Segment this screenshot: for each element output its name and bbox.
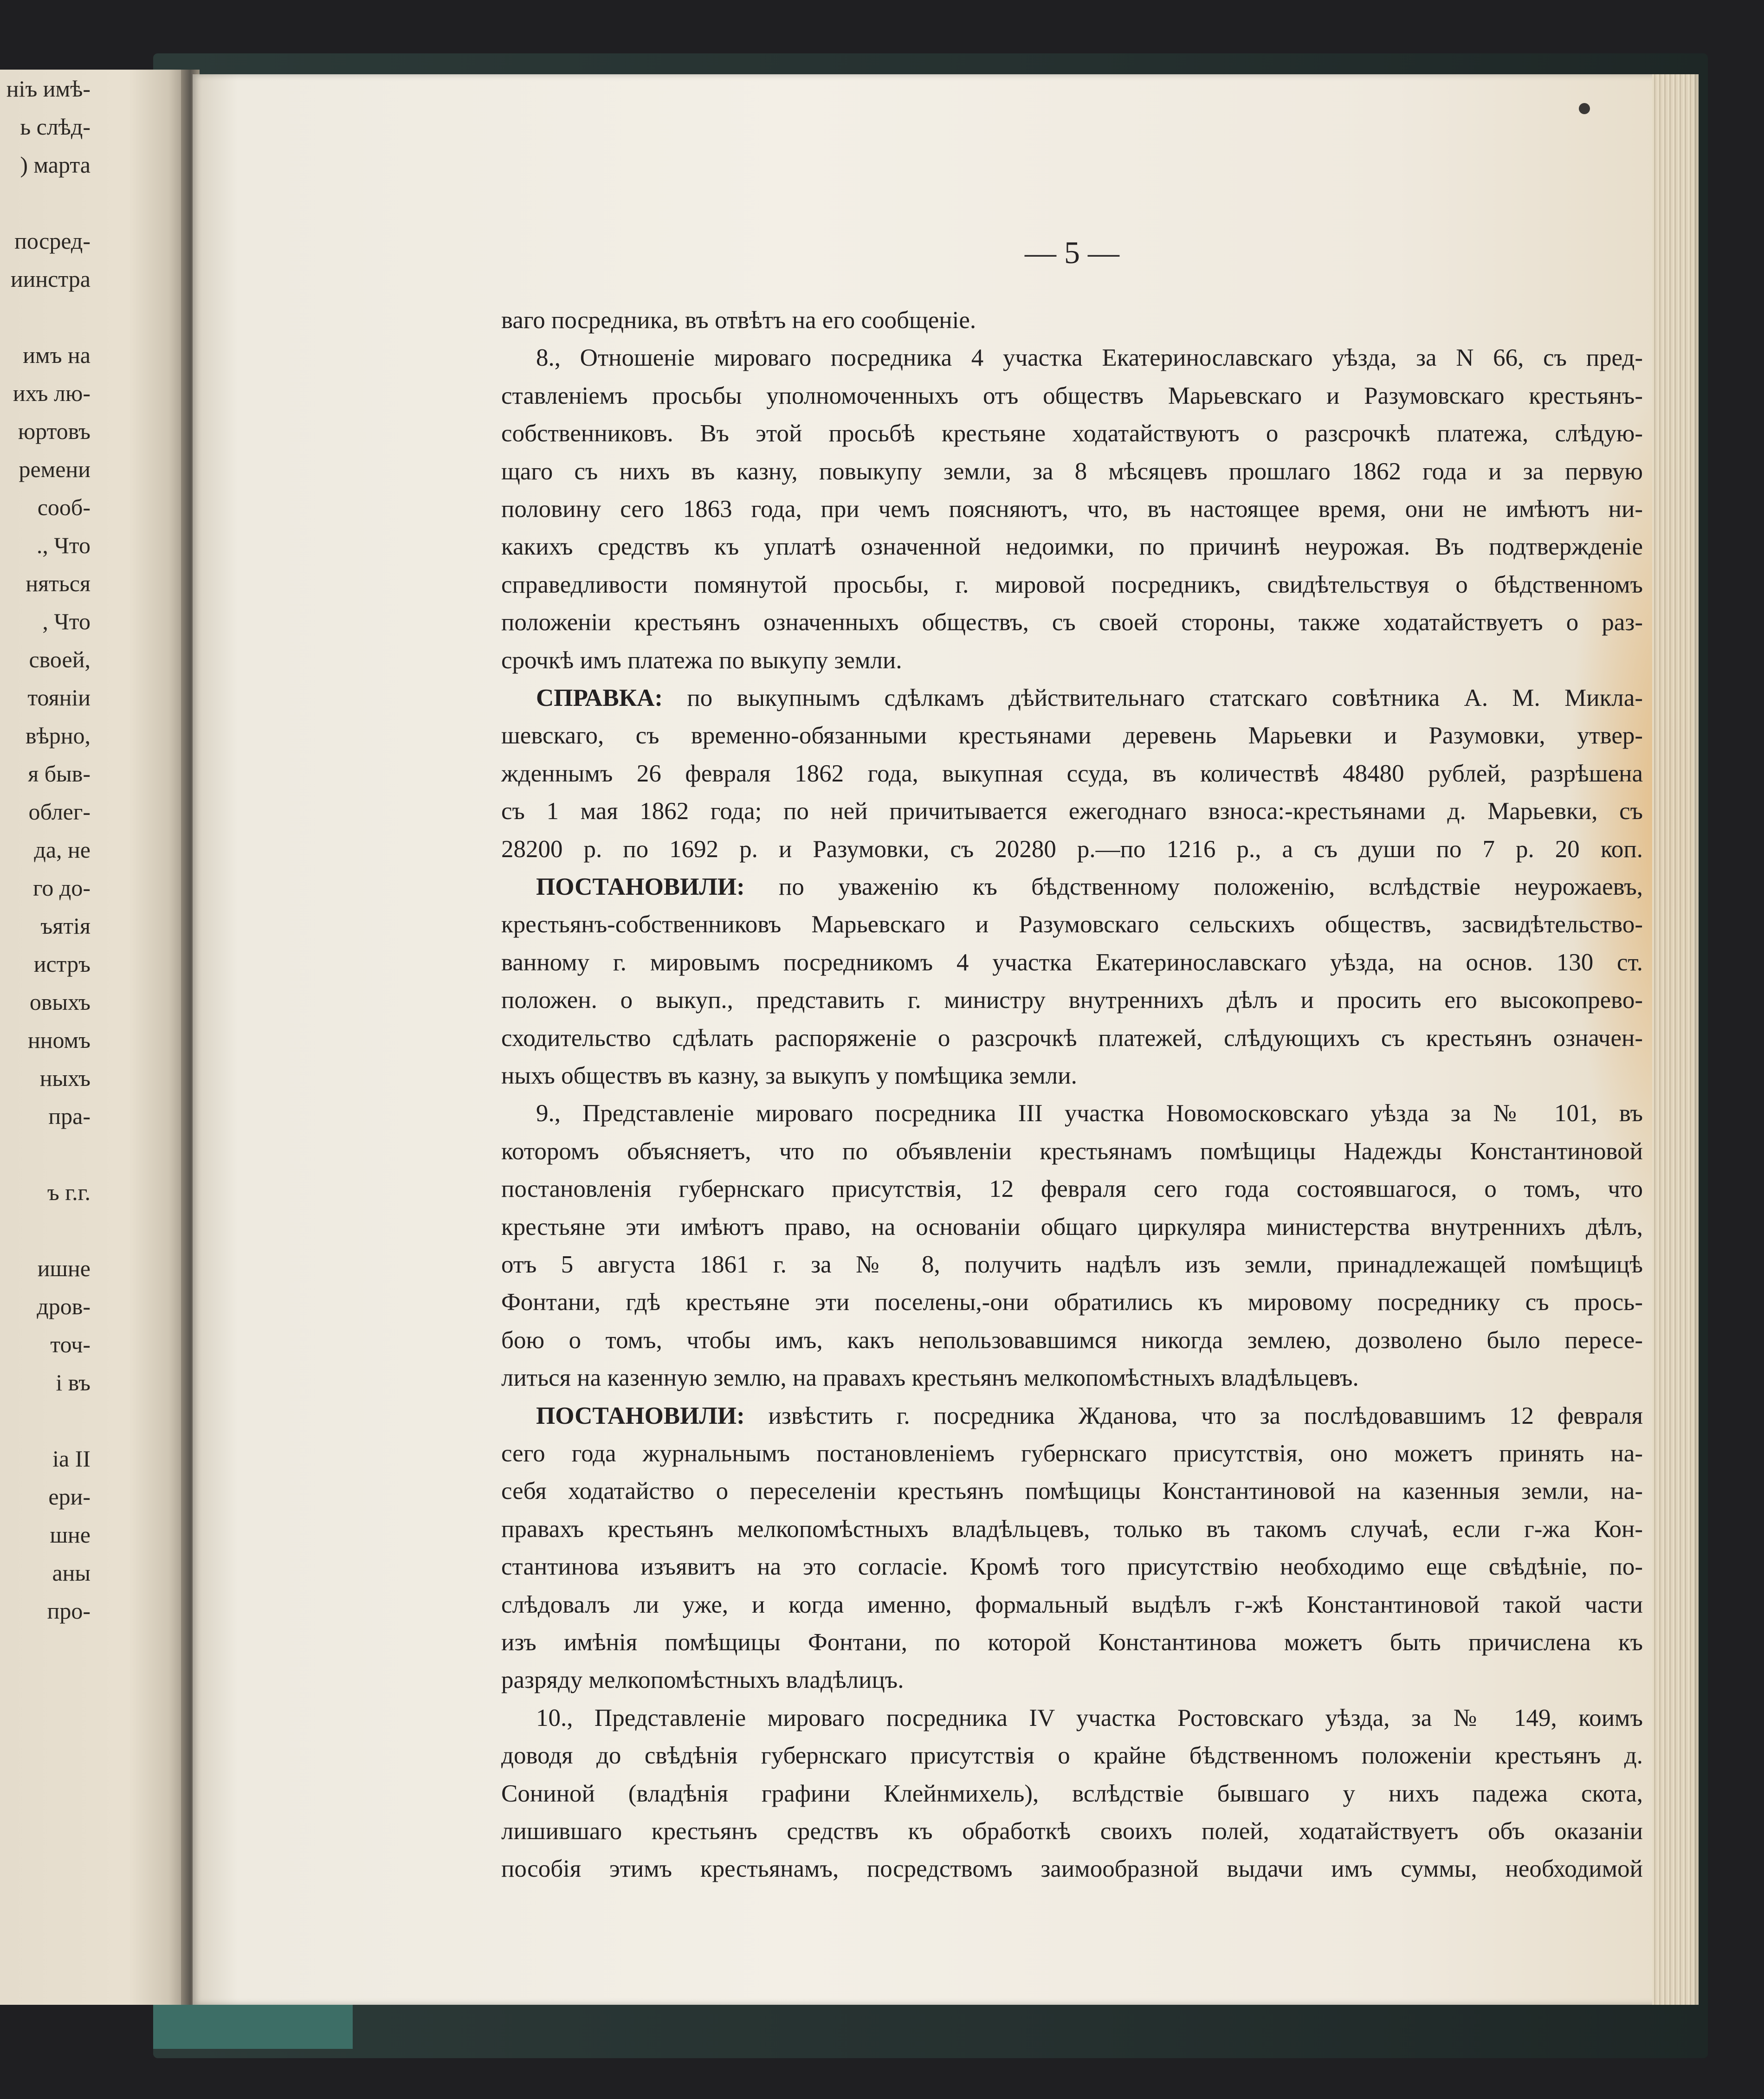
left-page-line: ишне — [37, 1255, 90, 1281]
left-page-line: посред- — [14, 228, 90, 254]
left-page-line: шне — [50, 1522, 90, 1548]
text-line: слѣдовалъ ли уже, и когда именно, формальный выдѣлъ г-жѣ Константиновой такой части — [501, 1591, 1643, 1618]
left-page-line: ) марта — [20, 152, 90, 178]
text-line: бою о томъ, чтобы имъ, какъ непользовавшимся никогда землею, дозволено было пересе- — [501, 1326, 1643, 1354]
left-page-line: своей, — [29, 646, 90, 672]
text-line: крестьянъ-собственниковъ Марьевскаго и Разумовскаго сельскихъ обществъ, засвидѣтельство- — [501, 911, 1643, 938]
left-page-line: ніъ имѣ- — [6, 76, 90, 102]
left-page — [0, 70, 183, 2005]
text-line: 28200 р. по 1692 р. и Разумовки, съ 20280 р.—по 1216 р., а съ души по 7 р. 20 коп. — [501, 835, 1643, 863]
left-page-line: ъятія — [40, 913, 90, 939]
text-line: крестьяне эти имѣютъ право, на основаніи общаго циркуляра министерства внутреннихъ дѣлъ, — [501, 1213, 1643, 1240]
left-page-line: ихъ лю- — [13, 380, 90, 406]
left-page-line: го до- — [33, 875, 90, 901]
section-heading: СПРАВКА: — [536, 685, 663, 711]
left-page-line: тояніи — [27, 685, 90, 710]
ink-spot — [1579, 103, 1590, 114]
left-page-line: облег- — [28, 799, 90, 825]
text-line: сходительство сдѣлать распоряженіе о разсрочкѣ платежей, слѣдующихъ съ крестьянъ означен- — [501, 1024, 1643, 1052]
left-page-line: , Что — [42, 608, 90, 634]
text-line: какихъ средствъ къ уплатѣ означенной недоимки, по причинѣ неурожая. Въ подтвержденіе — [501, 533, 1643, 561]
text-line: отъ 5 августа 1861 г. за № 8, получить надѣлъ изъ земли, принадлежащей помѣщицѣ — [501, 1251, 1643, 1278]
left-page-line — [0, 298, 90, 336]
text-line: стантинова изъявитъ на это согласіе. Кромѣ того присутствію необходимо еще свѣдѣніе, по- — [501, 1553, 1643, 1581]
left-page-line: ь слѣд- — [20, 114, 90, 140]
page-number: — 5 — — [1025, 235, 1119, 270]
text-line: которомъ объясняетъ, что по объявленіи крестьянамъ помѣщицы Надежды Константиновой — [501, 1137, 1643, 1165]
left-page-line: да, не — [34, 837, 90, 863]
text-line: ваго посредника, въ отвѣтъ на его сообщеніе. — [501, 307, 976, 334]
main-page — [193, 74, 1694, 2005]
left-page-line: няться — [26, 570, 90, 596]
text-line: шевскаго, съ временно-обязанными крестьянами деревень Марьевки и Разумовки, утвер- — [501, 722, 1643, 749]
text-line: жденнымъ 26 февраля 1862 года, выкупная ссуда, въ количествѣ 48480 рублей, разрѣшена — [501, 760, 1643, 787]
text-line: себя ходатайство о переселеніи крестьянъ помѣщицы Константиновой на казенныя земли, на- — [501, 1478, 1643, 1505]
text-line: постановленія губернскаго присутствія, 12 февраля сего года состоявшагося, о томъ, что — [501, 1175, 1643, 1203]
text-line: пособія этимъ крестьянамъ, посредствомъ заимообразной выдачи имъ суммы, необходимой — [501, 1855, 1643, 1883]
left-page-line — [0, 184, 90, 222]
left-page-line: истръ — [33, 951, 90, 977]
left-page-line: ъ г.г. — [47, 1179, 90, 1205]
text-line: ПОСТАНОВИЛИ: по уваженію къ бѣдственному положенію, вслѣдствіе неурожаевъ, — [536, 873, 1643, 900]
left-page-line: ремени — [19, 456, 90, 482]
text-line: справедливости помянутой просьбы, г. мировой посредникъ, свидѣтельствуя о бѣдственномъ — [501, 571, 1643, 598]
left-page-line — [0, 1211, 90, 1249]
text-line: ванному г. мировымъ посредникомъ 4 участка Екатеринославскаго уѣзда, на основ. 130 ст. — [501, 949, 1643, 976]
text-line: ставленіемъ просьбы уполномоченныхъ отъ обществъ Марьевскаго и Разумовскаго крестьянъ- — [501, 382, 1643, 409]
text-line: изъ имѣнія помѣщицы Фонтани, по которой Константинова можетъ быть причислена къ — [501, 1629, 1643, 1656]
left-page-line: юртовъ — [18, 418, 90, 444]
text-line: 10., Представленіе мироваго посредника IV участка Ростовскаго уѣзда, за № 149, коимъ — [536, 1704, 1643, 1731]
left-page-line: точ- — [50, 1331, 90, 1357]
section-heading: ПОСТАНОВИЛИ: — [536, 1402, 745, 1429]
left-page-line: иинстра — [10, 266, 90, 292]
left-page-line: іа II — [52, 1446, 90, 1472]
left-page-line: ., Что — [36, 532, 90, 558]
text-line: ПОСТАНОВИЛИ: извѣстить г. посредника Жданова, что за послѣдовавшимъ 12 февраля — [536, 1402, 1643, 1429]
left-page-line: вѣрно, — [25, 723, 90, 749]
text-line: разряду мелкопомѣстныхъ владѣлицъ. — [501, 1666, 904, 1694]
text-line: щаго съ нихъ въ казну, повыкупу земли, за 8 мѣсяцевъ прошлаго 1862 года и за первую — [501, 458, 1643, 485]
text-line: съ 1 мая 1862 года; по ней причитывается ежегоднаго взноса:-крестьянами д. Марьевки, съ — [501, 798, 1643, 825]
left-page-text — [0, 70, 90, 1630]
left-page-line — [0, 1401, 90, 1440]
text-line: правахъ крестьянъ мелкопомѣстныхъ владѣльцевъ, только въ такомъ случаѣ, если г-жа Кон- — [501, 1515, 1643, 1543]
text-line: собственниковъ. Въ этой просьбѣ крестьяне ходатайствуютъ о разсрочкѣ платежа, слѣдую- — [501, 420, 1643, 447]
left-page-line: овыхъ — [29, 989, 90, 1015]
text-line: доводя до свѣдѣнія губернскаго присутствія о крайне бѣдственномъ положеніи крестьянъ д. — [501, 1742, 1643, 1770]
text-line: лишившаго крестьянъ средствъ къ обработкѣ своихъ полей, ходатайствуетъ объ оказаніи — [501, 1818, 1643, 1845]
left-page-line: я быв- — [28, 761, 90, 787]
left-page-line: і въ — [56, 1369, 90, 1395]
text-line: СПРАВКА: по выкупнымъ сдѣлкамъ дѣйствительнаго статскаго совѣтника А. М. Микла- — [536, 685, 1643, 711]
text-line: 9., Представленіе мироваго посредника III участка Новомосковскаго уѣзда за № 101, въ — [536, 1100, 1643, 1127]
left-page-line: дров- — [37, 1293, 90, 1319]
text-line: половину сего 1863 года, при чемъ поясняютъ, что, въ настоящее время, они не имѣютъ ни- — [501, 496, 1643, 523]
text-line: сего года журнальнымъ постановленіемъ губернскаго присутствія, оно можетъ принять на- — [501, 1440, 1643, 1467]
left-page-line: аны — [52, 1560, 90, 1586]
left-page-line: сооб- — [37, 494, 90, 520]
text-line: Сониной (владѣнія графини Клейнмихель), вслѣдствіе бывшаго у нихъ падежа скота, — [501, 1780, 1643, 1807]
left-page-line: ери- — [48, 1484, 90, 1510]
text-line: положен. о выкуп., представить г. министру внутреннихъ дѣлъ и просить его высокопрево- — [501, 987, 1643, 1014]
text-line: срочкѣ имъ платежа по выкупу земли. — [501, 646, 902, 674]
page-edges — [1652, 74, 1699, 2005]
left-page-line — [0, 1135, 90, 1173]
text-line: литься на казенную землю, на правахъ крестьянъ мелкопомѣстныхъ владѣльцевъ. — [501, 1364, 1359, 1392]
left-page-line: про- — [47, 1598, 90, 1624]
left-page-line: нномъ — [27, 1027, 90, 1053]
left-page-line: ныхъ — [39, 1065, 90, 1091]
left-page-line: пра- — [48, 1103, 90, 1129]
left-page-line: имъ на — [23, 342, 90, 368]
text-line: положеніи крестьянъ означенныхъ обществъ, съ своей стороны, также ходатайствуетъ о раз- — [501, 609, 1643, 636]
text-line: ныхъ обществъ въ казну, за выкупъ у помѣщика земли. — [501, 1062, 1077, 1089]
text-line: Фонтани, гдѣ крестьяне эти поселены,-они обратились къ мировому посреднику съ прось- — [501, 1289, 1643, 1316]
section-heading: ПОСТАНОВИЛИ: — [536, 873, 745, 900]
text-line: 8., Отношеніе мироваго посредника 4 участка Екатеринославскаго уѣзда, за N 66, съ пред- — [536, 344, 1643, 372]
